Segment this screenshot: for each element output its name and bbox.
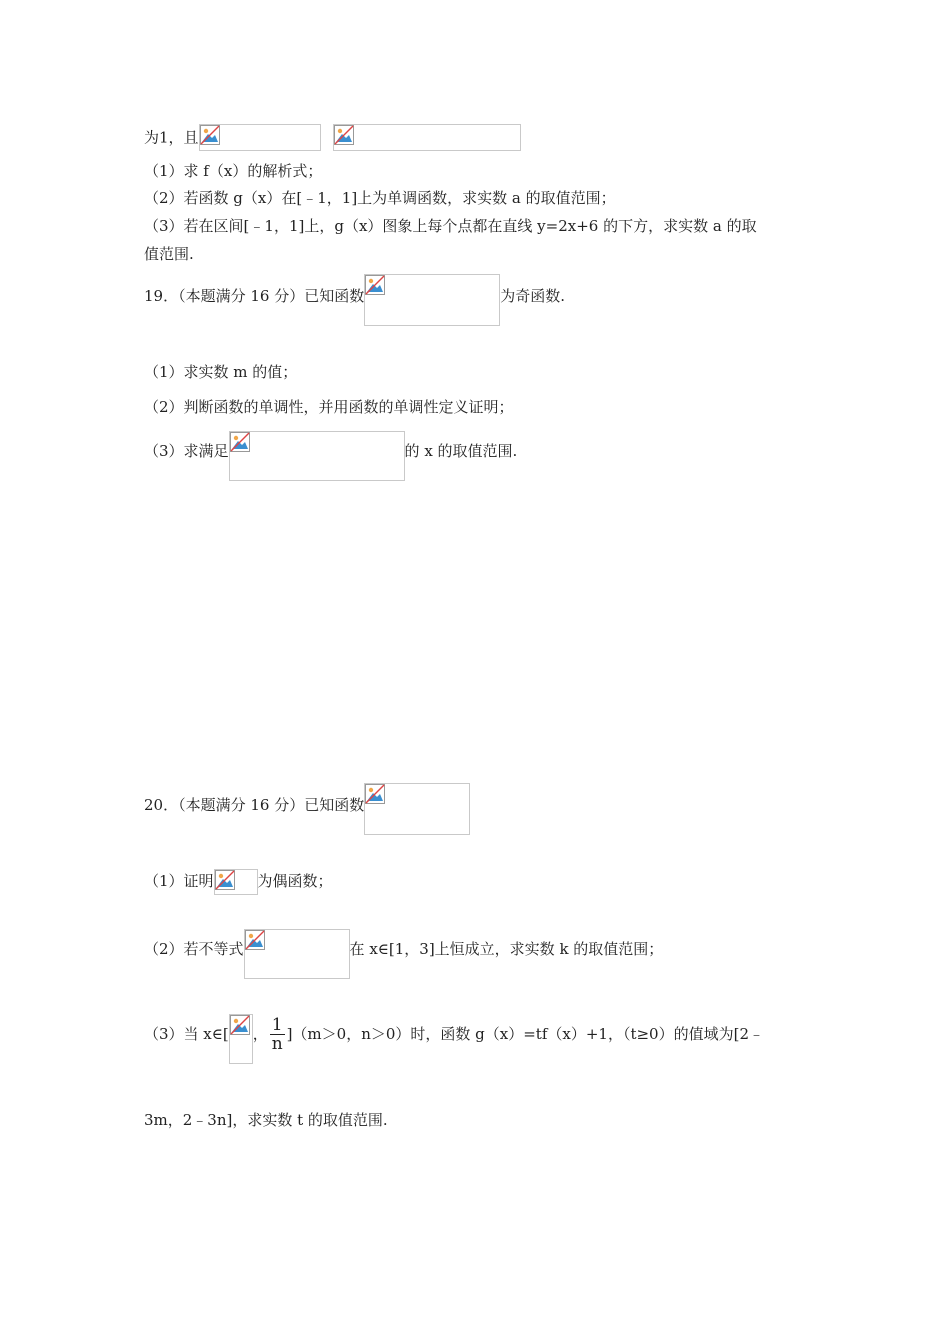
q19-intro [144, 274, 565, 326]
q20-item-2-after: 在 x∈[1，3]上恒成立，求实数 k 的取值范围； [349, 940, 664, 958]
q20-item-3-cont: 3m，2﹣3n]，求实数 t 的取值范围. [144, 1111, 388, 1129]
q18-item-1: （1）求 f（x）的解析式； [144, 162, 323, 180]
q18-condition-line [144, 124, 521, 151]
broken-image-icon [365, 784, 385, 804]
broken-image-icon [365, 275, 385, 295]
broken-image-icon [245, 930, 265, 950]
q19-intro-after: 为奇函数. [500, 287, 565, 305]
q20-item-1-before: （1）证明 [144, 872, 214, 890]
q20-intro-text: 20．（本题满分 16 分）已知函数 [144, 796, 365, 814]
q20-item-3-after: ]（m＞0，n＞0）时，函数 g（x）=tf（x）+1，（t≥0）的值域为[2﹣ [286, 1025, 764, 1043]
q20-item-3-before: （3）当 x∈[ [144, 1025, 229, 1043]
broken-image-icon [230, 432, 250, 452]
q20-item-3 [144, 1014, 764, 1064]
q19-intro-before: 19．（本题满分 16 分）已知函数 [144, 287, 365, 305]
q19-item-2: （2）判断函数的单调性，并用函数的单调性定义证明； [144, 398, 514, 416]
formula-image-placeholder [364, 783, 470, 835]
formula-image-placeholder [244, 929, 350, 979]
q20-intro [144, 783, 470, 835]
q19-item-3-after: 的 x 的取值范围. [404, 442, 518, 460]
q20-item-1 [144, 869, 333, 895]
formula-image-placeholder [199, 124, 321, 151]
broken-image-icon [334, 125, 354, 145]
q20-item-3-comma: ， [252, 1025, 268, 1043]
fraction-one-over-n [270, 1016, 285, 1053]
formula-image-placeholder [333, 124, 521, 151]
q20-item-1-after: 为偶函数； [257, 872, 333, 890]
q19-item-1: （1）求实数 m 的值； [144, 363, 298, 381]
broken-image-icon [215, 870, 235, 890]
formula-image-placeholder [229, 431, 405, 481]
q20-item-2-before: （2）若不等式 [144, 940, 244, 958]
q18-item-3-cont: 值范围. [144, 245, 194, 263]
formula-image-placeholder [364, 274, 500, 326]
broken-image-icon [200, 125, 220, 145]
q18-lead-text: 为1，且 [144, 128, 199, 147]
formula-image-placeholder [214, 869, 258, 895]
q20-item-2 [144, 929, 663, 979]
q18-item-3: （3）若在区间[﹣1，1]上，g（x）图象上每个点都在直线 y=2x+6 的下方，求实数 a 的取 [144, 217, 757, 235]
q19-item-3 [144, 431, 517, 481]
fraction-numerator: 1 [271, 1014, 283, 1035]
broken-image-icon [230, 1015, 250, 1035]
q18-item-2: （2）若函数 g（x）在[﹣1，1]上为单调函数，求实数 a 的取值范围； [144, 189, 616, 207]
formula-image-placeholder [229, 1014, 253, 1064]
fraction-denominator: n [271, 1033, 283, 1054]
q19-item-3-before: （3）求满足 [144, 442, 229, 460]
